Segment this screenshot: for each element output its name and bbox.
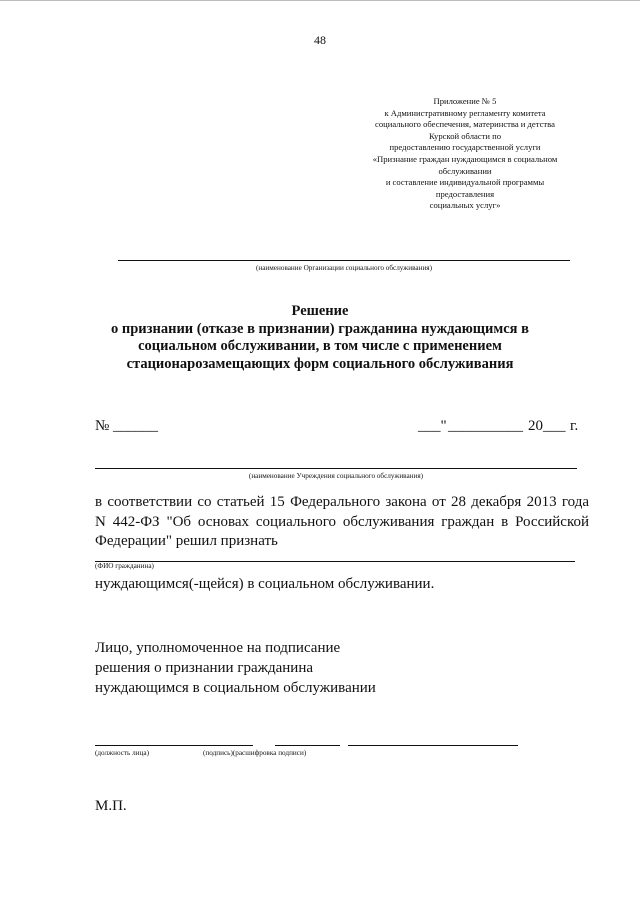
top-edge-rule — [0, 0, 640, 1]
citizen-caption: (ФИО гражданина) — [95, 562, 154, 570]
signatory-line: решения о признании гражданина — [95, 660, 314, 676]
citizen-name-line — [95, 561, 575, 562]
appendix-line: к Административному регламенту комитета — [384, 107, 546, 118]
date-day: ___" — [418, 418, 447, 434]
signatory-label — [95, 638, 376, 698]
decision-number: № ______ — [95, 418, 159, 434]
appendix-line: предоставления — [435, 188, 495, 199]
title-line: стационарозамещающих форм социального обслуживания — [126, 355, 514, 372]
body-line: Федерации" решил признать — [95, 533, 278, 549]
date-year: 20___ — [528, 418, 566, 434]
date-suffix: г. — [570, 418, 579, 434]
signature-decode-line — [348, 745, 518, 746]
appendix-line: социального обеспечения, материнства и детства — [375, 119, 555, 130]
title-line: о признании (отказе в признании) гражданина нуждающимся в — [111, 320, 529, 337]
organization-caption: (наименование Организации социального обслуживания) — [255, 264, 433, 272]
signatory-line: нуждающимся в социальном обслуживании — [95, 680, 376, 696]
document-title — [60, 303, 580, 373]
position-caption: (должность лица) — [95, 749, 149, 757]
needy-status-text: нуждающимся(-щейся) в социальном обслуживании. — [95, 576, 435, 592]
appendix-line: социальных услуг» — [429, 200, 501, 211]
signatory-line: Лицо, уполномоченное на подписание — [95, 640, 341, 656]
appendix-line: Курской области по — [428, 130, 502, 141]
appendix-line: предоставлению государственной услуги — [389, 142, 541, 153]
institution-caption: (наименование Учреждения социального обслуживания) — [248, 472, 424, 480]
decision-date — [418, 418, 588, 438]
organization-name-line — [118, 260, 570, 261]
body-line: N 442-ФЗ "Об основах социального обслуживания граждан в Российской — [95, 513, 589, 530]
appendix-line: и составление индивидуальной программы — [385, 177, 545, 188]
decision-body — [95, 493, 589, 552]
body-line: в соответствии со статьей 15 Федерального закона от 28 декабря 2013 года — [95, 494, 589, 510]
institution-name-line — [95, 468, 577, 469]
stamp-placeholder: М.П. — [95, 798, 127, 814]
title-line: Решение — [291, 303, 349, 319]
signature-caption: (подпись)(расшифровка подписи) — [203, 749, 307, 757]
appendix-line: «Признание граждан нуждающимся в социальном — [372, 153, 558, 164]
position-line — [95, 745, 253, 746]
date-month: __________ — [448, 418, 523, 434]
appendix-header — [330, 96, 600, 212]
page-number: 48 — [314, 33, 326, 47]
signature-line — [275, 745, 340, 746]
appendix-line: обслуживании — [438, 165, 492, 176]
title-line: социальном обслуживании, в том числе с применением — [138, 338, 502, 354]
appendix-line: Приложение № 5 — [433, 96, 497, 106]
